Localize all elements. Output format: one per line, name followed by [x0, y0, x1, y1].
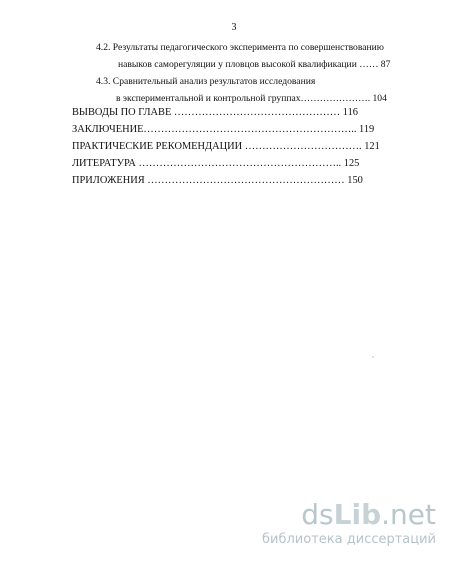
- scan-speck: [372, 356, 374, 358]
- toc-entry-4-2-cont: навыков саморегуляции у пловцов высокой квалификации …… 87: [118, 59, 391, 70]
- page-number: 3: [231, 22, 237, 33]
- toc-entry-practical-recommendations: ПРАКТИЧЕСКИЕ РЕКОМЕНДАЦИИ ……………………………. 121: [72, 141, 380, 152]
- toc-entry-4-2-title: 4.2. Результаты педагогического эксперимента по совершенствованию: [96, 42, 384, 53]
- watermark-tagline: библиотека диссертаций: [262, 532, 436, 547]
- toc-entry-appendices: ПРИЛОЖЕНИЯ ………………………………………………… 150: [72, 175, 363, 186]
- toc-entry-4-3-title: 4.3. Сравнительный анализ результатов исследования: [96, 76, 316, 87]
- watermark: [236, 500, 436, 547]
- toc-entry-chapter-conclusions: ВЫВОДЫ ПО ГЛАВЕ ………………………………………… 116: [72, 107, 358, 118]
- toc-entry-4-3-cont: в экспериментальной и контрольной группах…………………. 104: [116, 93, 387, 104]
- watermark-logo: dsLib.net: [301, 498, 436, 531]
- toc-entry-literature: ЛИТЕРАТУРА ………………………………………………….. 125: [72, 158, 360, 169]
- toc-entry-conclusion: ЗАКЛЮЧЕНИЕ…………………………………………………….. 119: [72, 124, 375, 135]
